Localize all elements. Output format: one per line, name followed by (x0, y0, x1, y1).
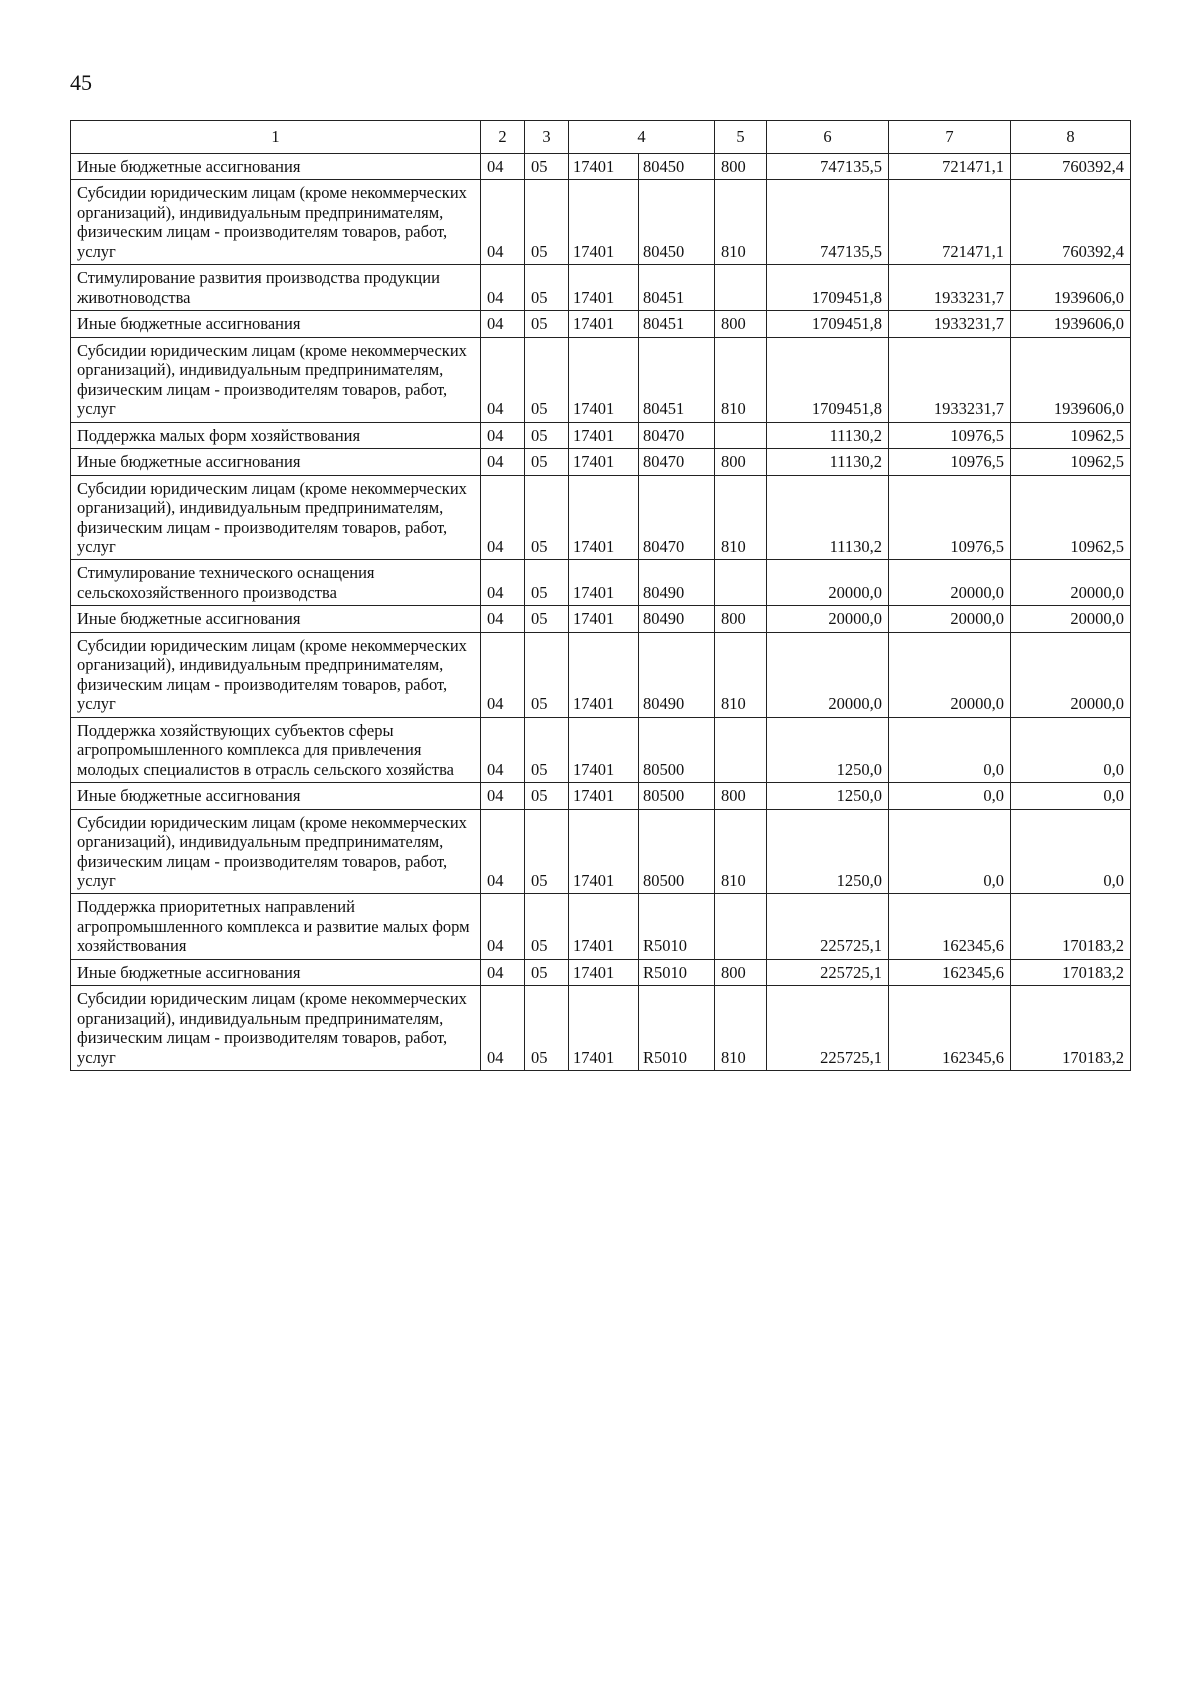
row-subsection: 05 (525, 449, 569, 475)
row-amount-col6: 20000,0 (767, 632, 889, 717)
row-amount-col6: 1250,0 (767, 717, 889, 782)
table-row (71, 632, 1131, 717)
row-amount-col7: 20000,0 (889, 632, 1011, 717)
row-section: 04 (481, 560, 525, 606)
row-amount-col8: 0,0 (1011, 783, 1131, 809)
row-section: 04 (481, 606, 525, 632)
row-name: Стимулирование развития производства продукции животноводства (71, 265, 481, 311)
row-amount-col6: 747135,5 (767, 154, 889, 180)
row-direction-code: 80490 (639, 606, 715, 632)
row-direction-code: 80470 (639, 449, 715, 475)
row-expense-type: 800 (715, 449, 767, 475)
row-subsection: 05 (525, 783, 569, 809)
row-program-code: 17401 (569, 632, 639, 717)
row-direction-code: 80451 (639, 265, 715, 311)
row-amount-col6: 1250,0 (767, 809, 889, 894)
row-subsection: 05 (525, 632, 569, 717)
row-subsection: 05 (525, 560, 569, 606)
row-amount-col6: 1709451,8 (767, 311, 889, 337)
row-expense-type: 800 (715, 154, 767, 180)
row-name: Поддержка приоритетных направлений агропромышленного комплекса и развитие малых форм хозяйствования (71, 894, 481, 959)
row-expense-type: 800 (715, 783, 767, 809)
row-program-code: 17401 (569, 337, 639, 422)
row-amount-col7: 10976,5 (889, 449, 1011, 475)
row-subsection: 05 (525, 422, 569, 448)
row-section: 04 (481, 154, 525, 180)
row-subsection: 05 (525, 265, 569, 311)
row-amount-col6: 225725,1 (767, 986, 889, 1071)
row-expense-type: 800 (715, 959, 767, 985)
row-amount-col8: 760392,4 (1011, 180, 1131, 265)
row-expense-type (715, 422, 767, 448)
row-name: Иные бюджетные ассигнования (71, 311, 481, 337)
row-subsection: 05 (525, 180, 569, 265)
row-name: Субсидии юридическим лицам (кроме некоммерческих организаций), индивидуальным предпринимателям, физическим лицам - производителям товаров, работ, услуг (71, 809, 481, 894)
row-program-code: 17401 (569, 717, 639, 782)
header-col-1: 1 (71, 121, 481, 154)
row-name: Субсидии юридическим лицам (кроме некоммерческих организаций), индивидуальным предпринимателям, физическим лицам - производителям товаров, работ, услуг (71, 475, 481, 560)
row-amount-col8: 0,0 (1011, 809, 1131, 894)
table-row (71, 717, 1131, 782)
row-expense-type (715, 717, 767, 782)
row-direction-code: R5010 (639, 894, 715, 959)
row-amount-col8: 20000,0 (1011, 606, 1131, 632)
table-row (71, 894, 1131, 959)
row-program-code: 17401 (569, 783, 639, 809)
row-program-code: 17401 (569, 180, 639, 265)
row-program-code: 17401 (569, 894, 639, 959)
table-row (71, 265, 1131, 311)
row-section: 04 (481, 894, 525, 959)
row-program-code: 17401 (569, 265, 639, 311)
table-row (71, 180, 1131, 265)
row-amount-col6: 747135,5 (767, 180, 889, 265)
row-amount-col7: 1933231,7 (889, 265, 1011, 311)
row-direction-code: 80500 (639, 717, 715, 782)
row-amount-col8: 760392,4 (1011, 154, 1131, 180)
row-subsection: 05 (525, 475, 569, 560)
row-expense-type (715, 560, 767, 606)
table-row (71, 422, 1131, 448)
row-amount-col8: 170183,2 (1011, 986, 1131, 1071)
row-amount-col7: 0,0 (889, 809, 1011, 894)
row-expense-type: 810 (715, 180, 767, 265)
row-name: Поддержка малых форм хозяйствования (71, 422, 481, 448)
row-subsection: 05 (525, 717, 569, 782)
budget-table (70, 120, 1131, 1071)
row-subsection: 05 (525, 809, 569, 894)
row-direction-code: R5010 (639, 986, 715, 1071)
row-amount-col6: 1250,0 (767, 783, 889, 809)
row-section: 04 (481, 180, 525, 265)
row-expense-type: 810 (715, 986, 767, 1071)
row-amount-col8: 20000,0 (1011, 632, 1131, 717)
row-section: 04 (481, 717, 525, 782)
row-amount-col7: 721471,1 (889, 180, 1011, 265)
row-amount-col7: 162345,6 (889, 986, 1011, 1071)
row-amount-col8: 0,0 (1011, 717, 1131, 782)
header-col-7: 7 (889, 121, 1011, 154)
table-row (71, 154, 1131, 180)
row-section: 04 (481, 449, 525, 475)
row-program-code: 17401 (569, 986, 639, 1071)
row-amount-col8: 170183,2 (1011, 894, 1131, 959)
row-amount-col8: 170183,2 (1011, 959, 1131, 985)
row-section: 04 (481, 422, 525, 448)
row-amount-col6: 1709451,8 (767, 265, 889, 311)
row-expense-type (715, 894, 767, 959)
row-name: Стимулирование технического оснащения сельскохозяйственного производства (71, 560, 481, 606)
row-amount-col7: 10976,5 (889, 422, 1011, 448)
row-amount-col6: 11130,2 (767, 422, 889, 448)
table-row (71, 986, 1131, 1071)
row-program-code: 17401 (569, 560, 639, 606)
table-body (71, 154, 1131, 1071)
table-row (71, 783, 1131, 809)
row-expense-type: 800 (715, 606, 767, 632)
row-amount-col7: 20000,0 (889, 560, 1011, 606)
row-amount-col7: 0,0 (889, 783, 1011, 809)
row-amount-col6: 20000,0 (767, 560, 889, 606)
row-name: Иные бюджетные ассигнования (71, 959, 481, 985)
row-section: 04 (481, 632, 525, 717)
row-amount-col6: 225725,1 (767, 894, 889, 959)
row-amount-col6: 11130,2 (767, 449, 889, 475)
row-expense-type: 800 (715, 311, 767, 337)
table-row (71, 449, 1131, 475)
row-program-code: 17401 (569, 809, 639, 894)
row-name: Иные бюджетные ассигнования (71, 783, 481, 809)
row-direction-code: 80500 (639, 783, 715, 809)
row-expense-type: 810 (715, 809, 767, 894)
row-amount-col6: 225725,1 (767, 959, 889, 985)
row-amount-col8: 10962,5 (1011, 422, 1131, 448)
header-col-8: 8 (1011, 121, 1131, 154)
row-expense-type: 810 (715, 337, 767, 422)
row-name: Субсидии юридическим лицам (кроме некоммерческих организаций), индивидуальным предпринимателям, физическим лицам - производителям товаров, работ, услуг (71, 986, 481, 1071)
page-number: 45 (70, 70, 92, 95)
table-row (71, 560, 1131, 606)
row-direction-code: 80470 (639, 422, 715, 448)
row-amount-col6: 11130,2 (767, 475, 889, 560)
row-direction-code: R5010 (639, 959, 715, 985)
row-name: Иные бюджетные ассигнования (71, 154, 481, 180)
row-amount-col8: 20000,0 (1011, 560, 1131, 606)
row-amount-col8: 10962,5 (1011, 475, 1131, 560)
row-amount-col8: 10962,5 (1011, 449, 1131, 475)
row-amount-col7: 162345,6 (889, 959, 1011, 985)
row-program-code: 17401 (569, 449, 639, 475)
row-section: 04 (481, 337, 525, 422)
row-name: Субсидии юридическим лицам (кроме некоммерческих организаций), индивидуальным предпринимателям, физическим лицам - производителям товаров, работ, услуг (71, 180, 481, 265)
row-direction-code: 80450 (639, 154, 715, 180)
row-amount-col8: 1939606,0 (1011, 311, 1131, 337)
row-program-code: 17401 (569, 154, 639, 180)
row-subsection: 05 (525, 959, 569, 985)
row-program-code: 17401 (569, 606, 639, 632)
row-subsection: 05 (525, 154, 569, 180)
row-section: 04 (481, 959, 525, 985)
table-row (71, 475, 1131, 560)
header-col-2: 2 (481, 121, 525, 154)
table-header-row (71, 121, 1131, 154)
row-program-code: 17401 (569, 311, 639, 337)
row-section: 04 (481, 986, 525, 1071)
row-subsection: 05 (525, 337, 569, 422)
table-row (71, 809, 1131, 894)
header-col-4: 4 (569, 121, 715, 154)
row-section: 04 (481, 265, 525, 311)
row-section: 04 (481, 475, 525, 560)
table-row (71, 337, 1131, 422)
row-direction-code: 80470 (639, 475, 715, 560)
row-section: 04 (481, 311, 525, 337)
header-col-3: 3 (525, 121, 569, 154)
row-section: 04 (481, 783, 525, 809)
row-amount-col8: 1939606,0 (1011, 337, 1131, 422)
row-amount-col7: 162345,6 (889, 894, 1011, 959)
row-amount-col7: 1933231,7 (889, 337, 1011, 422)
table-row (71, 959, 1131, 985)
row-amount-col7: 20000,0 (889, 606, 1011, 632)
row-amount-col7: 721471,1 (889, 154, 1011, 180)
row-name: Поддержка хозяйствующих субъектов сферы агропромышленного комплекса для привлечения молодых специалистов в отрасль сельского хозяйства (71, 717, 481, 782)
row-amount-col8: 1939606,0 (1011, 265, 1131, 311)
header-col-5: 5 (715, 121, 767, 154)
row-amount-col7: 10976,5 (889, 475, 1011, 560)
row-expense-type: 810 (715, 632, 767, 717)
row-amount-col6: 1709451,8 (767, 337, 889, 422)
row-direction-code: 80451 (639, 311, 715, 337)
row-subsection: 05 (525, 986, 569, 1071)
table-row (71, 311, 1131, 337)
row-direction-code: 80500 (639, 809, 715, 894)
row-direction-code: 80450 (639, 180, 715, 265)
row-amount-col7: 1933231,7 (889, 311, 1011, 337)
row-subsection: 05 (525, 894, 569, 959)
row-name: Субсидии юридическим лицам (кроме некоммерческих организаций), индивидуальным предпринимателям, физическим лицам - производителям товаров, работ, услуг (71, 337, 481, 422)
row-program-code: 17401 (569, 959, 639, 985)
row-amount-col7: 0,0 (889, 717, 1011, 782)
row-subsection: 05 (525, 311, 569, 337)
row-name: Иные бюджетные ассигнования (71, 449, 481, 475)
row-expense-type (715, 265, 767, 311)
row-direction-code: 80490 (639, 632, 715, 717)
header-col-6: 6 (767, 121, 889, 154)
row-subsection: 05 (525, 606, 569, 632)
row-expense-type: 810 (715, 475, 767, 560)
row-direction-code: 80451 (639, 337, 715, 422)
row-program-code: 17401 (569, 475, 639, 560)
row-name: Субсидии юридическим лицам (кроме некоммерческих организаций), индивидуальным предпринимателям, физическим лицам - производителям товаров, работ, услуг (71, 632, 481, 717)
row-amount-col6: 20000,0 (767, 606, 889, 632)
table-row (71, 606, 1131, 632)
row-direction-code: 80490 (639, 560, 715, 606)
row-program-code: 17401 (569, 422, 639, 448)
row-section: 04 (481, 809, 525, 894)
row-name: Иные бюджетные ассигнования (71, 606, 481, 632)
